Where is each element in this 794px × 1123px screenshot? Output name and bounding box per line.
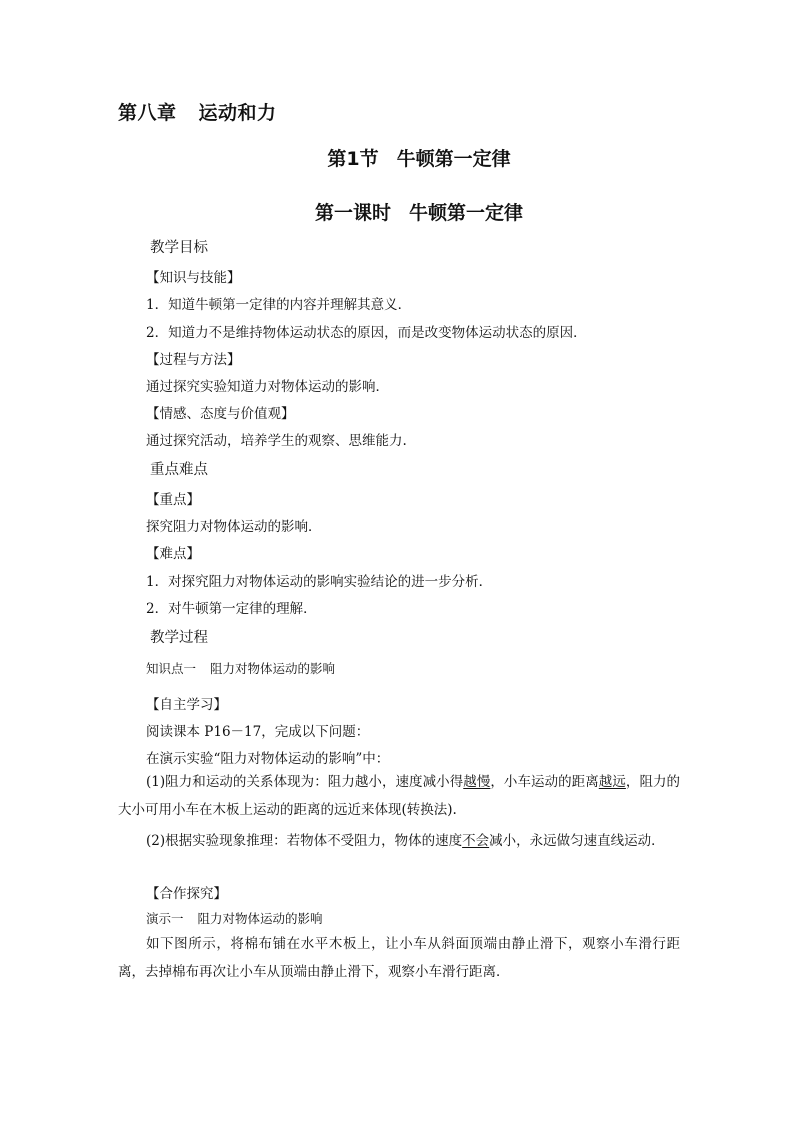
difficult-item: 1．对探究阻力对物体运动的影响实验结论的进一步分析．: [146, 574, 493, 590]
knowledge-label: 【知识与技能】: [146, 270, 241, 286]
chapter-title: [118, 98, 277, 125]
question-text: ，小车运动的距离: [490, 774, 599, 790]
demo-title: [146, 909, 323, 927]
process-label: 【过程与方法】: [146, 352, 241, 368]
key-heading: 重点难点: [150, 462, 208, 478]
demo-label: 演示一: [146, 911, 184, 926]
key-label: 【重点】: [146, 492, 200, 508]
self-study-line: 在演示实验“阻力对物体运动的影响”中：: [146, 751, 390, 767]
question-2: [118, 827, 680, 855]
knowledge-point-label: 知识点一: [146, 661, 197, 676]
lesson-title: [0, 198, 794, 225]
emotion-text: 通过探究活动，培养学生的观察、思维能力.: [146, 433, 407, 449]
emotion-label: 【情感、态度与价值观】: [146, 406, 295, 422]
answer-blank: 越慢: [463, 774, 491, 790]
knowledge-point-title: [146, 659, 335, 677]
question-text: 减小，永远做匀速直线运动．: [489, 833, 665, 849]
question-1: [118, 768, 680, 824]
cooperation-label: 【合作探究】: [146, 886, 227, 902]
self-study-line: 阅读课本 P16－17，完成以下问题：: [146, 724, 370, 740]
process-text: 通过探究实验知道力对物体运动的影响．: [146, 379, 389, 395]
answer-blank: 不会: [462, 833, 490, 849]
knowledge-item: 2．知道力不是维持物体运动状态的原因，而是改变物体运动状态的原因．: [146, 325, 587, 341]
knowledge-point-name: 阻力对物体运动的影响: [210, 661, 336, 676]
chapter-name: 运动和力: [198, 102, 277, 124]
question-text: (1)阻力和运动的关系体现为：阻力越小，速度减小得: [146, 774, 464, 790]
section-number: 第1节: [327, 148, 379, 170]
difficult-label: 【难点】: [146, 546, 200, 562]
lesson-number: 第一课时: [314, 202, 391, 224]
goals-heading: 教学目标: [150, 240, 208, 256]
process-heading: 教学过程: [150, 630, 208, 646]
demo-description: 如下图所示，将棉布铺在水平木板上，让小车从斜面顶端由静止滑下，观察小车滑行距离，去掉棉布再次让小车从顶端由静止滑下，观察小车滑行距离．: [118, 936, 680, 980]
section-name: 牛顿第一定律: [396, 148, 511, 170]
knowledge-item: 1．知道牛顿第一定律的内容并理解其意义．: [146, 297, 412, 313]
chapter-number: 第八章: [118, 102, 177, 124]
lesson-name: 牛顿第一定律: [409, 202, 524, 224]
answer-blank: 越远: [598, 774, 626, 790]
difficult-item: 2．对牛顿第一定律的理解．: [146, 601, 317, 617]
key-text: 探究阻力对物体运动的影响．: [146, 519, 322, 535]
self-study-label: 【自主学习】: [146, 697, 227, 713]
question-text: (2)根据实验现象推理：若物体不受阻力，物体的速度: [146, 833, 463, 849]
section-title: [0, 144, 794, 171]
question-text: ，阻力的大小可用小车在木板上运动的距离的远近来体现(转换法).: [118, 774, 681, 818]
demo-name: 阻力对物体运动的影响: [197, 911, 323, 926]
